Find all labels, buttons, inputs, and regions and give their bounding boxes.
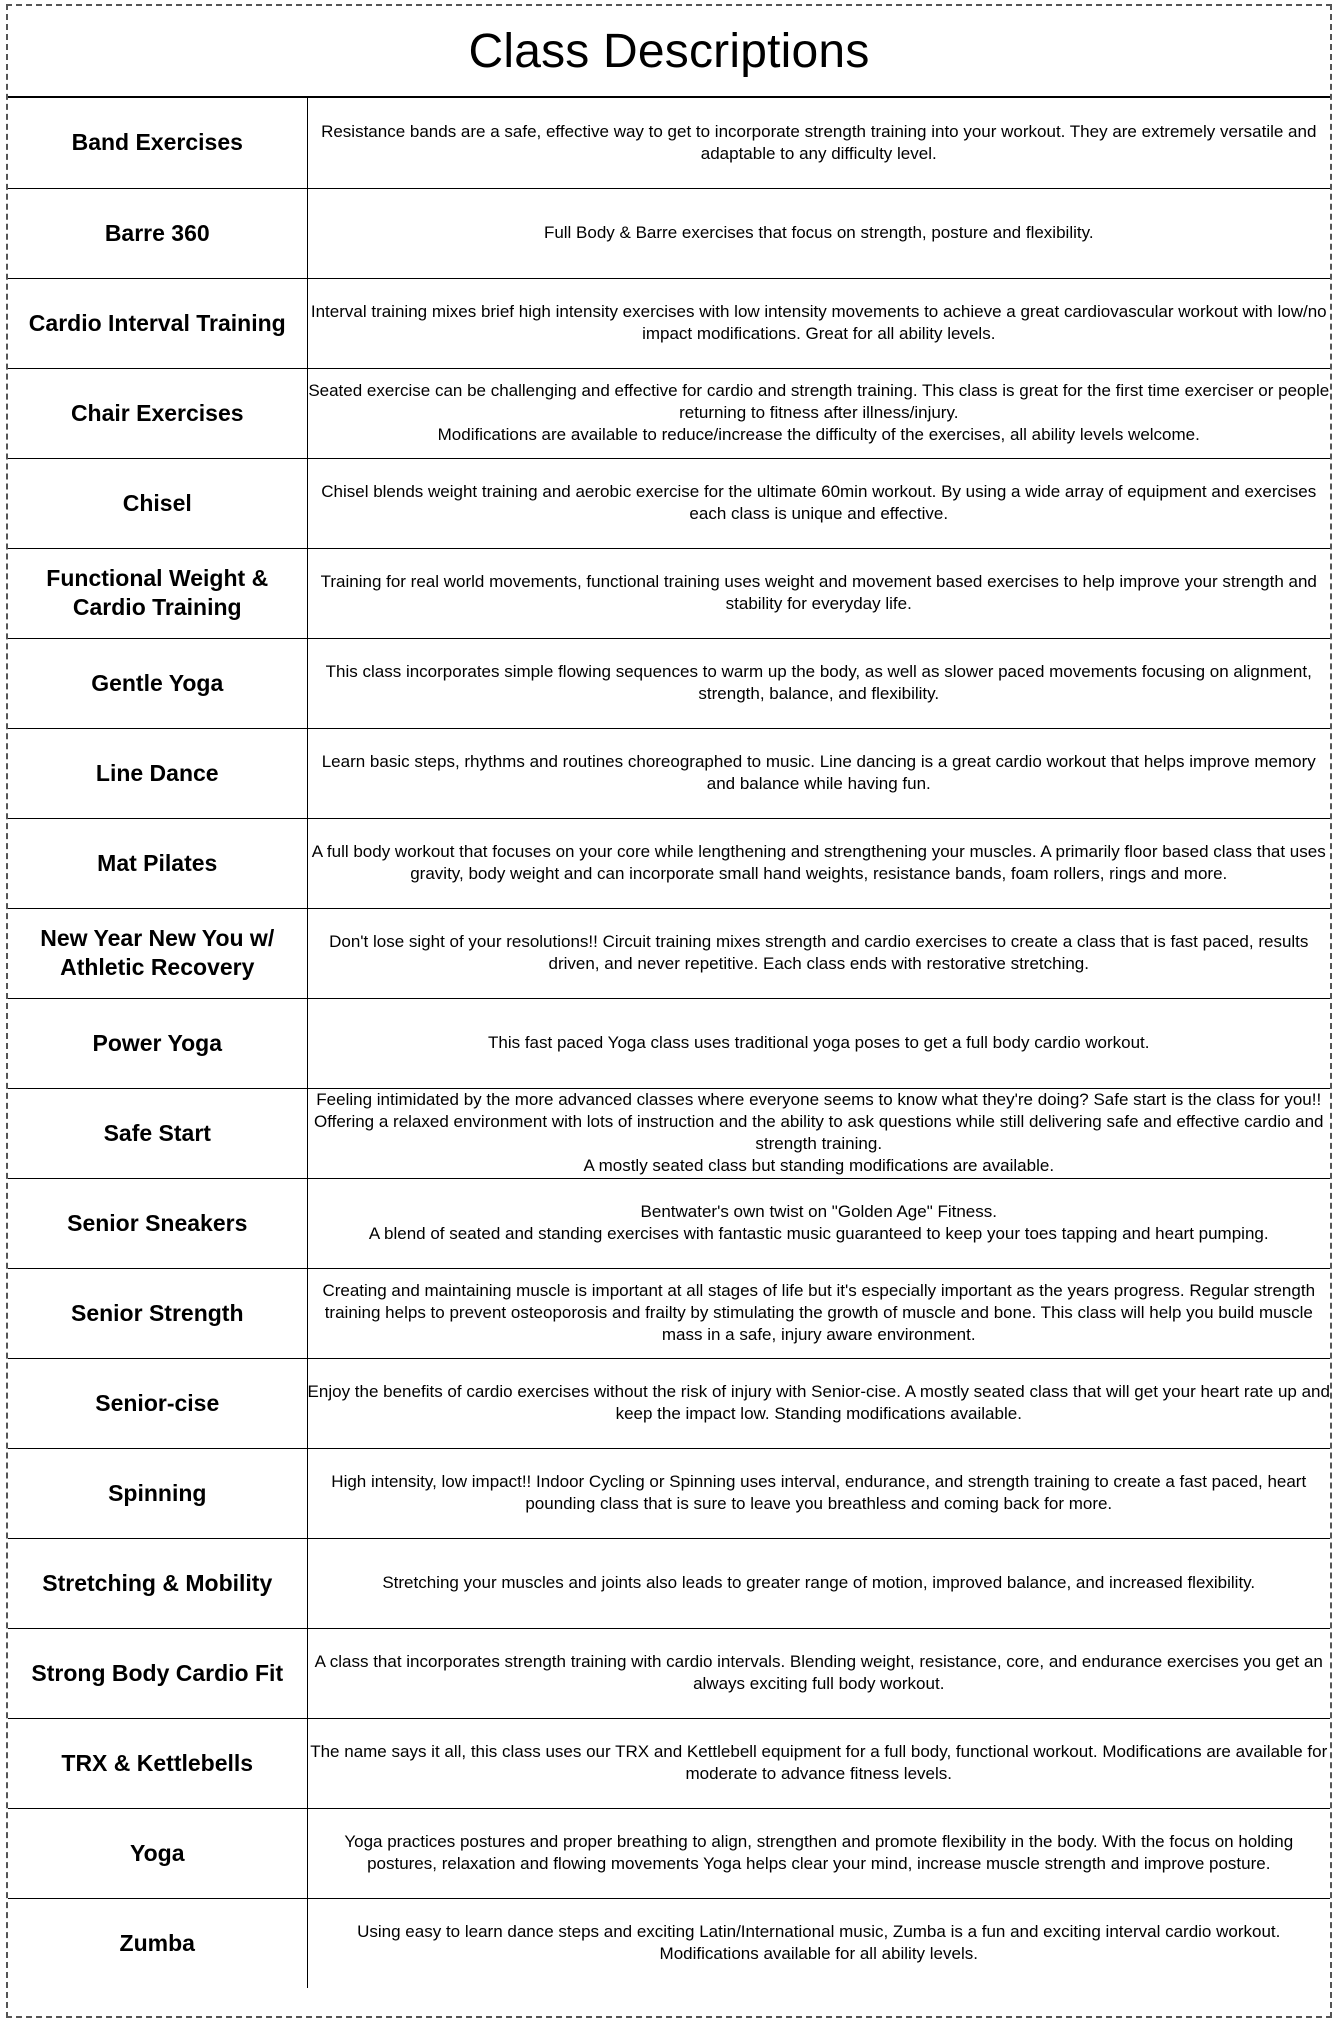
class-description: Learn basic steps, rhythms and routines choreographed to music. Line dancing is a great cardio workout that helps improve memory and balance while having fun. <box>307 728 1330 818</box>
class-name: Senior Strength <box>8 1268 307 1358</box>
class-description: Feeling intimidated by the more advanced classes where everyone seems to know what they're doing? Safe start is the class for you!! Offering a relaxed environment with lots of instruction and the ability to ask questions while still delivering safe and effective cardio and strength training. A mostly seated class but standing modifications are available. <box>307 1088 1330 1178</box>
table-row <box>8 1898 1330 1988</box>
class-name: Barre 360 <box>8 188 307 278</box>
class-description: The name says it all, this class uses our TRX and Kettlebell equipment for a full body, functional workout. Modifications are available for moderate to advance fitness levels. <box>307 1718 1330 1808</box>
table-row <box>8 1268 1330 1358</box>
class-description: Yoga practices postures and proper breathing to align, strengthen and promote flexibility in the body. With the focus on holding postures, relaxation and flowing movements Yoga helps clear your mind, increase muscle strength and improve posture. <box>307 1808 1330 1898</box>
class-name: Mat Pilates <box>8 818 307 908</box>
title-row <box>8 6 1330 98</box>
table-row <box>8 1358 1330 1448</box>
class-description: Full Body & Barre exercises that focus on strength, posture and flexibility. <box>307 188 1330 278</box>
class-description: Don't lose sight of your resolutions!! Circuit training mixes strength and cardio exercises to create a class that is fast paced, results driven, and never repetitive. Each class ends with restorative stretching. <box>307 908 1330 998</box>
class-description: High intensity, low impact!! Indoor Cycling or Spinning uses interval, endurance, and strength training to create a fast paced, heart pounding class that is sure to leave you breathless and coming back for more. <box>307 1448 1330 1538</box>
class-name: Yoga <box>8 1808 307 1898</box>
class-description: Creating and maintaining muscle is important at all stages of life but it's especially important as the years progress. Regular strength training helps to prevent osteoporosis and frailty by stimulating the growth of muscle and bone. This class will help you build muscle mass in a safe, injury aware environment. <box>307 1268 1330 1358</box>
table-row <box>8 1178 1330 1268</box>
class-description: Using easy to learn dance steps and exciting Latin/International music, Zumba is a fun and exciting interval cardio workout. Modifications available for all ability levels. <box>357 1922 1281 1964</box>
class-name: Chair Exercises <box>8 368 307 458</box>
class-name: New Year New You w/ Athletic Recovery <box>8 908 307 998</box>
table-row <box>8 548 1330 638</box>
class-name: Power Yoga <box>8 998 307 1088</box>
table-row <box>8 1538 1330 1628</box>
class-description: Resistance bands are a safe, effective way to get to incorporate strength training into your workout. They are extremely versatile and adaptable to any difficulty level. <box>307 98 1330 188</box>
table-row <box>8 1628 1330 1718</box>
table-row <box>8 728 1330 818</box>
class-description: Enjoy the benefits of cardio exercises without the risk of injury with Senior-cise. A mostly seated class that will get your heart rate up and keep the impact low. Standing modifications available. <box>307 1358 1330 1448</box>
class-description: This fast paced Yoga class uses traditional yoga poses to get a full body cardio workout. <box>307 998 1330 1088</box>
class-name: Cardio Interval Training <box>8 278 307 368</box>
class-name: TRX & Kettlebells <box>8 1718 307 1808</box>
class-name: Spinning <box>8 1448 307 1538</box>
class-name: Strong Body Cardio Fit <box>8 1628 307 1718</box>
table-row <box>8 188 1330 278</box>
class-description: Chisel blends weight training and aerobic exercise for the ultimate 60min workout. By using a wide array of equipment and exercises each class is unique and effective. <box>307 458 1330 548</box>
class-name: Safe Start <box>8 1088 307 1178</box>
class-name: Gentle Yoga <box>8 638 307 728</box>
class-descriptions-sheet <box>6 4 1332 2018</box>
class-description: A class that incorporates strength training with cardio intervals. Blending weight, resistance, core, and endurance exercises you get an always exciting full body workout. <box>307 1628 1330 1718</box>
table-row <box>8 818 1330 908</box>
table-row <box>8 1088 1330 1178</box>
page-title: Class Descriptions <box>468 24 870 78</box>
class-name: Functional Weight & Cardio Training <box>8 548 307 638</box>
table-row <box>8 1718 1330 1808</box>
class-description: Stretching your muscles and joints also leads to greater range of motion, improved balance, and increased flexibility. <box>307 1538 1330 1628</box>
table-row <box>8 998 1330 1088</box>
table-row <box>8 98 1330 188</box>
class-table <box>8 98 1330 1988</box>
class-description: Training for real world movements, functional training uses weight and movement based exercises to help improve your strength and stability for everyday life. <box>307 548 1330 638</box>
class-description: Seated exercise can be challenging and effective for cardio and strength training. This class is great for the first time exerciser or people returning to fitness after illness/injury. Modifications are available to reduce/increase the difficulty of the exercises, all ability levels welcome. <box>307 368 1330 458</box>
class-name: Chisel <box>8 458 307 548</box>
class-name: Senior Sneakers <box>8 1178 307 1268</box>
class-description: A full body workout that focuses on your core while lengthening and strengthening your muscles. A primarily floor based class that uses gravity, body weight and can incorporate small hand weights, resistance bands, foam rollers, rings and more. <box>307 818 1330 908</box>
class-name: Band Exercises <box>8 98 307 188</box>
table-row <box>8 908 1330 998</box>
table-row <box>8 638 1330 728</box>
table-row <box>8 458 1330 548</box>
table-row <box>8 278 1330 368</box>
class-name: Senior-cise <box>8 1358 307 1448</box>
class-description: This class incorporates simple flowing sequences to warm up the body, as well as slower paced movements focusing on alignment, strength, balance, and flexibility. <box>307 638 1330 728</box>
class-name: Line Dance <box>8 728 307 818</box>
table-row <box>8 368 1330 458</box>
class-description: Bentwater's own twist on "Golden Age" Fitness. A blend of seated and standing exercises with fantastic music guaranteed to keep your toes tapping and heart pumping. <box>307 1178 1330 1268</box>
class-description: Interval training mixes brief high intensity exercises with low intensity movements to achieve a great cardiovascular workout with low/no impact modifications. Great for all ability levels. <box>307 278 1330 368</box>
class-name: Stretching & Mobility <box>8 1538 307 1628</box>
table-row <box>8 1808 1330 1898</box>
class-name: Zumba <box>8 1898 307 1988</box>
table-row <box>8 1448 1330 1538</box>
